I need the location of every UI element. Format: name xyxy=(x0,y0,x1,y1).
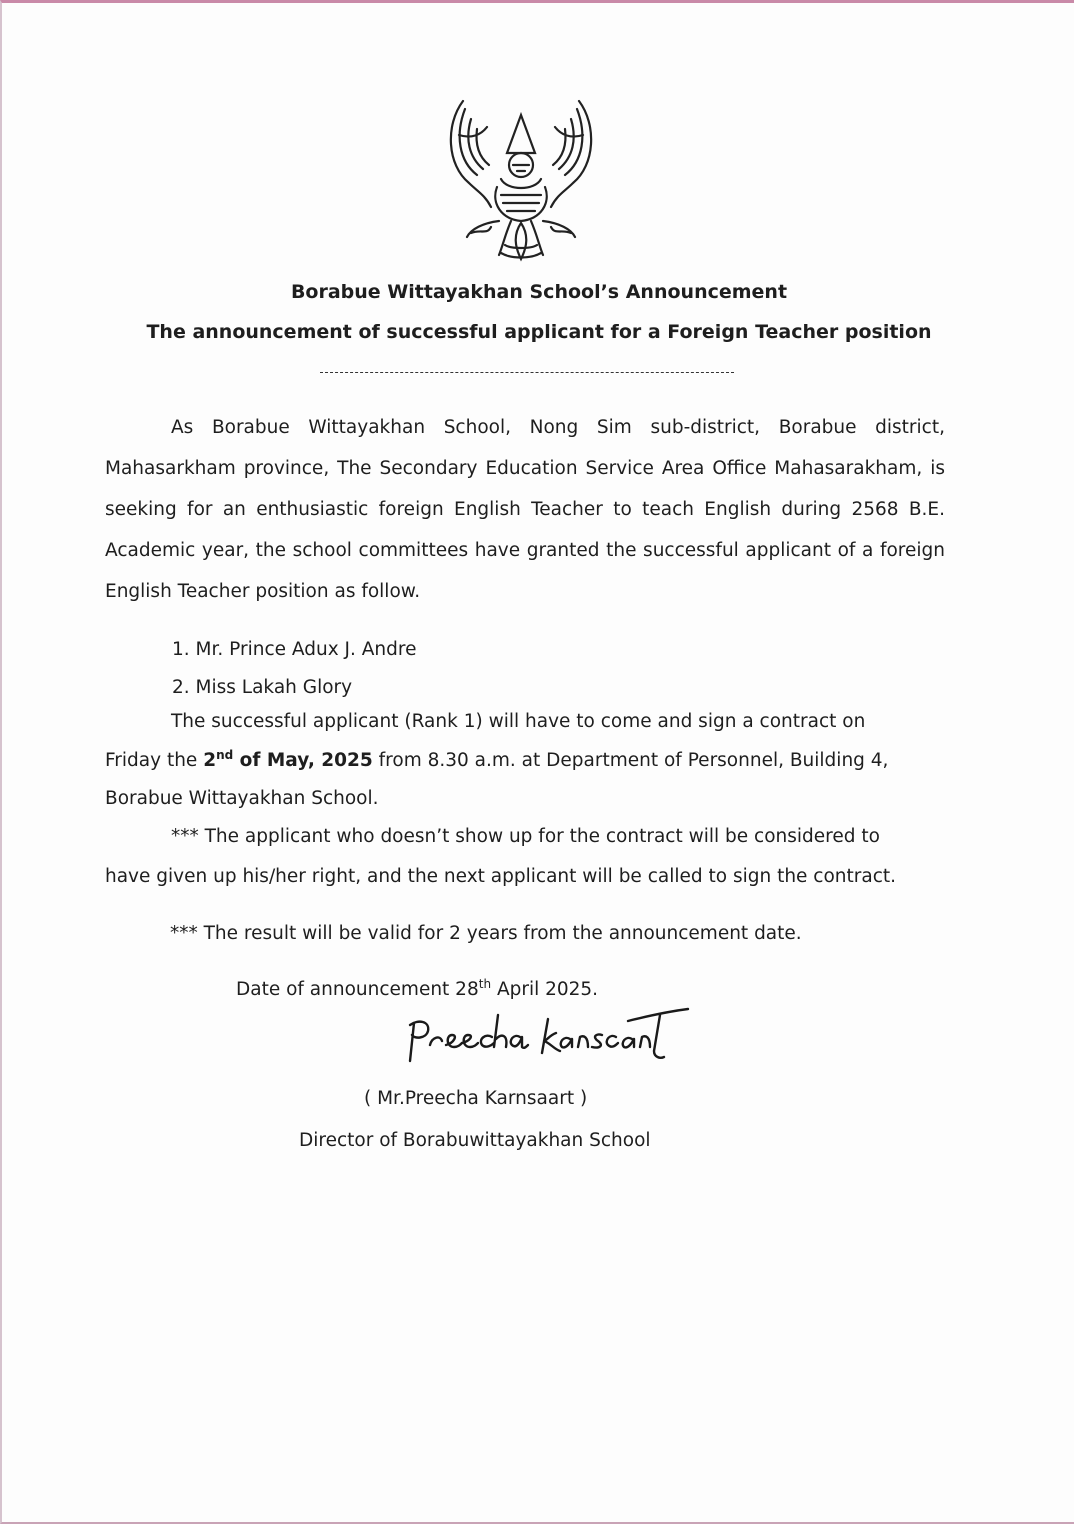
note-paragraph: *** The applicant who doesn’t show up for the contract will be considered to have given up his/her right, and the next applicant will be called to sign the contract. xyxy=(105,826,897,887)
contract-day-suffix: nd xyxy=(216,747,234,762)
announcement-date-post: April 2025. xyxy=(496,979,599,1000)
contract-date: of May, 2025 xyxy=(239,749,373,771)
divider xyxy=(320,372,734,373)
signatory-title: Director of Borabuwittayakhan School xyxy=(299,1130,651,1151)
announcement-date-suffix: th xyxy=(478,976,492,991)
contract-day: 2 xyxy=(203,749,217,771)
applicant-item: 1. Mr. Prince Adux J. Andre xyxy=(172,639,417,660)
announcement-date xyxy=(236,969,598,1010)
announcement-date-pre: Date of announcement 28 xyxy=(236,979,479,1000)
contract-paragraph xyxy=(105,703,895,819)
applicant-item: 2. Miss Lakah Glory xyxy=(172,677,353,698)
contract-text-post: from 8.30 a.m. at Department of Personnel, Building 4, Borabue Wittayakhan School. xyxy=(105,749,889,809)
intro-paragraph: As Borabue Wittayakhan School, Nong Sim sub-district, Borabue district, Mahasarkham province, The Secondary Education Service Area Office Mahasarakham, is seeking for an enthusiastic foreign English Teacher to teach English during 2568 B.E. Academic year, the school committees have granted the successful applicant of a foreign English Teacher position as follow. xyxy=(105,417,945,602)
announcement-title: Borabue Wittayakhan School’s Announcement xyxy=(290,281,788,303)
contract-text-pre: The successful applicant (Rank 1) will have to come and sign a contract on Friday the xyxy=(105,711,866,771)
garuda-emblem-icon xyxy=(440,95,602,263)
announcement-subtitle: The announcement of successful applicant for a Foreign Teacher position xyxy=(146,321,932,343)
signatory-name: ( Mr.Preecha Karnsaart ) xyxy=(364,1088,588,1109)
validity-note: *** The result will be valid for 2 years from the announcement date. xyxy=(170,923,802,944)
handwritten-signature xyxy=(402,1005,692,1069)
